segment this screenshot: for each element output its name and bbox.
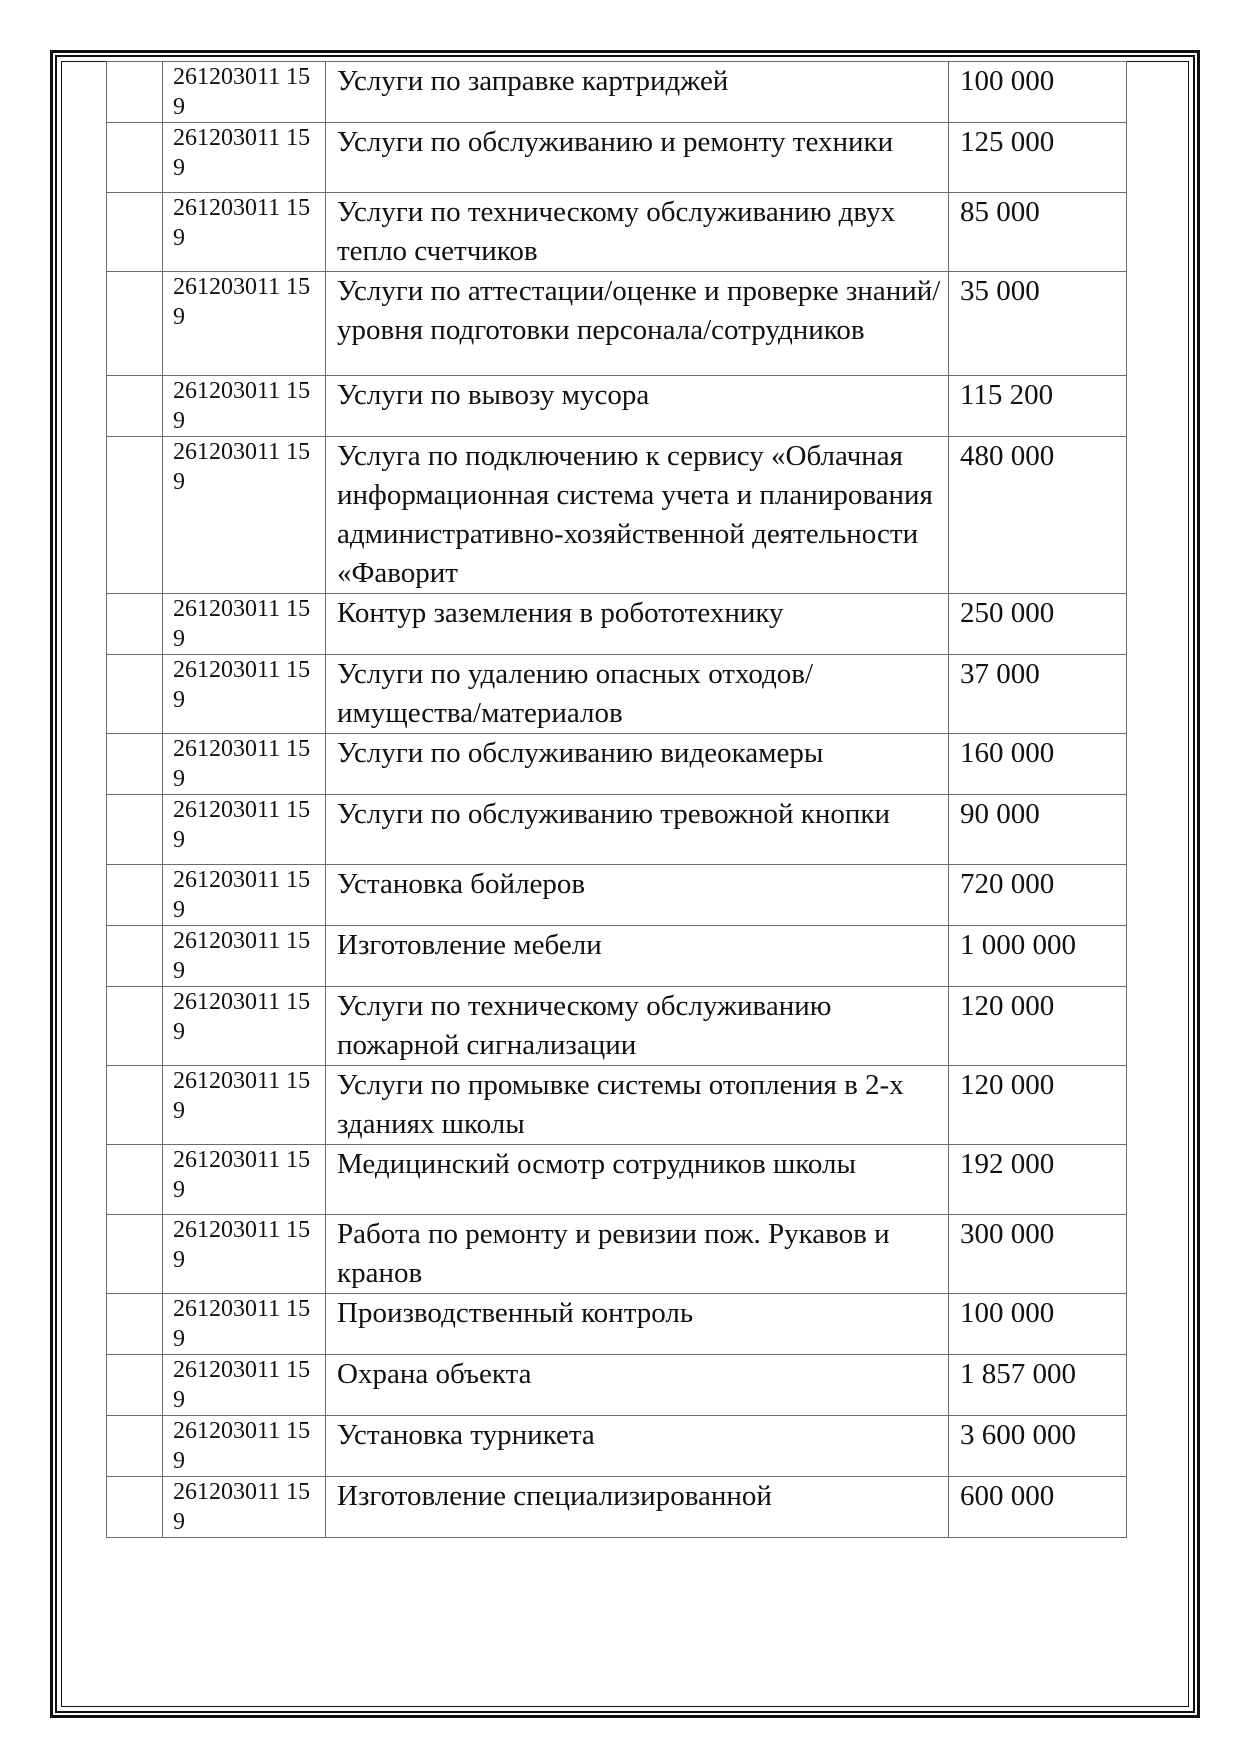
budget-code-cell: 261203011 159 [163, 1294, 326, 1355]
table-row [107, 1355, 1127, 1416]
amount-cell: 600 000 [949, 1477, 1127, 1538]
budget-code-cell: 261203011 159 [163, 987, 326, 1066]
row-number-cell [107, 1215, 163, 1294]
table-row [107, 1477, 1127, 1538]
budget-code-cell: 261203011 159 [163, 865, 326, 926]
service-name-cell: Услуги по обслуживанию видеокамеры [326, 734, 949, 795]
table-row [107, 795, 1127, 865]
amount-cell: 90 000 [949, 795, 1127, 865]
table-row [107, 865, 1127, 926]
row-number-cell [107, 123, 163, 193]
table-row [107, 655, 1127, 734]
table-row [107, 987, 1127, 1066]
row-number-cell [107, 926, 163, 987]
budget-code-cell: 261203011 159 [163, 655, 326, 734]
budget-code-cell: 261203011 159 [163, 193, 326, 272]
budget-code-cell: 261203011 159 [163, 1416, 326, 1477]
service-name-cell: Услуги по техническому обслуживанию пожарной сигнализации [326, 987, 949, 1066]
amount-cell: 192 000 [949, 1145, 1127, 1215]
amount-cell: 300 000 [949, 1215, 1127, 1294]
amount-cell: 35 000 [949, 272, 1127, 376]
row-number-cell [107, 437, 163, 594]
row-number-cell [107, 272, 163, 376]
budget-code-cell: 261203011 159 [163, 1215, 326, 1294]
budget-code-cell: 261203011 159 [163, 376, 326, 437]
table-row [107, 926, 1127, 987]
row-number-cell [107, 655, 163, 734]
amount-cell: 250 000 [949, 594, 1127, 655]
expense-table-body [107, 62, 1127, 1538]
service-name-cell: Услуги по обслуживанию тревожной кнопки [326, 795, 949, 865]
budget-code-cell: 261203011 159 [163, 123, 326, 193]
row-number-cell [107, 62, 163, 123]
service-name-cell: Охрана объекта [326, 1355, 949, 1416]
table-row [107, 437, 1127, 594]
table-row [107, 1066, 1127, 1145]
service-name-cell: Услуги по аттестации/оценке и проверке знаний/уровня подготовки персонала/сотрудников [326, 272, 949, 376]
table-row [107, 1145, 1127, 1215]
amount-cell: 115 200 [949, 376, 1127, 437]
table-row [107, 123, 1127, 193]
budget-code-cell: 261203011 159 [163, 795, 326, 865]
service-name-cell: Услуги по заправке картриджей [326, 62, 949, 123]
service-name-cell: Контур заземления в робототехнику [326, 594, 949, 655]
amount-cell: 3 600 000 [949, 1416, 1127, 1477]
row-number-cell [107, 376, 163, 437]
amount-cell: 1 000 000 [949, 926, 1127, 987]
service-name-cell: Установка бойлеров [326, 865, 949, 926]
row-number-cell [107, 1294, 163, 1355]
row-number-cell [107, 1355, 163, 1416]
amount-cell: 100 000 [949, 62, 1127, 123]
budget-code-cell: 261203011 159 [163, 734, 326, 795]
table-row [107, 193, 1127, 272]
budget-code-cell: 261203011 159 [163, 1066, 326, 1145]
table-row [107, 1416, 1127, 1477]
service-name-cell: Услуги по удалению опасных отходов/имущества/материалов [326, 655, 949, 734]
amount-cell: 100 000 [949, 1294, 1127, 1355]
service-name-cell: Изготовление мебели [326, 926, 949, 987]
row-number-cell [107, 1477, 163, 1538]
amount-cell: 120 000 [949, 1066, 1127, 1145]
amount-cell: 720 000 [949, 865, 1127, 926]
row-number-cell [107, 865, 163, 926]
budget-code-cell: 261203011 159 [163, 1477, 326, 1538]
row-number-cell [107, 1066, 163, 1145]
service-name-cell: Работа по ремонту и ревизии пож. Рукавов и кранов [326, 1215, 949, 1294]
service-name-cell: Услуги по обслуживанию и ремонту техники [326, 123, 949, 193]
budget-code-cell: 261203011 159 [163, 1355, 326, 1416]
table-row [107, 376, 1127, 437]
budget-code-cell: 261203011 159 [163, 594, 326, 655]
table-row [107, 272, 1127, 376]
service-name-cell: Изготовление специализированной [326, 1477, 949, 1538]
amount-cell: 1 857 000 [949, 1355, 1127, 1416]
table-row [107, 62, 1127, 123]
budget-code-cell: 261203011 159 [163, 272, 326, 376]
amount-cell: 160 000 [949, 734, 1127, 795]
service-name-cell: Установка турникета [326, 1416, 949, 1477]
budget-code-cell: 261203011 159 [163, 62, 326, 123]
budget-code-cell: 261203011 159 [163, 1145, 326, 1215]
service-name-cell: Услуга по подключению к сервису «Облачная информационная система учета и планирования административно-хозяйственной деятельности «Фаворит [326, 437, 949, 594]
amount-cell: 120 000 [949, 987, 1127, 1066]
service-name-cell: Услуги по промывке системы отопления в 2-х зданиях школы [326, 1066, 949, 1145]
table-row [107, 734, 1127, 795]
row-number-cell [107, 987, 163, 1066]
amount-cell: 37 000 [949, 655, 1127, 734]
table-row [107, 1294, 1127, 1355]
budget-code-cell: 261203011 159 [163, 926, 326, 987]
row-number-cell [107, 734, 163, 795]
amount-cell: 480 000 [949, 437, 1127, 594]
budget-code-cell: 261203011 159 [163, 437, 326, 594]
expense-table [106, 61, 1127, 1538]
amount-cell: 125 000 [949, 123, 1127, 193]
row-number-cell [107, 594, 163, 655]
row-number-cell [107, 1145, 163, 1215]
table-row [107, 594, 1127, 655]
table-row [107, 1215, 1127, 1294]
service-name-cell: Производственный контроль [326, 1294, 949, 1355]
amount-cell: 85 000 [949, 193, 1127, 272]
row-number-cell [107, 795, 163, 865]
service-name-cell: Услуги по техническому обслуживанию двух тепло счетчиков [326, 193, 949, 272]
service-name-cell: Услуги по вывозу мусора [326, 376, 949, 437]
row-number-cell [107, 193, 163, 272]
service-name-cell: Медицинский осмотр сотрудников школы [326, 1145, 949, 1215]
row-number-cell [107, 1416, 163, 1477]
